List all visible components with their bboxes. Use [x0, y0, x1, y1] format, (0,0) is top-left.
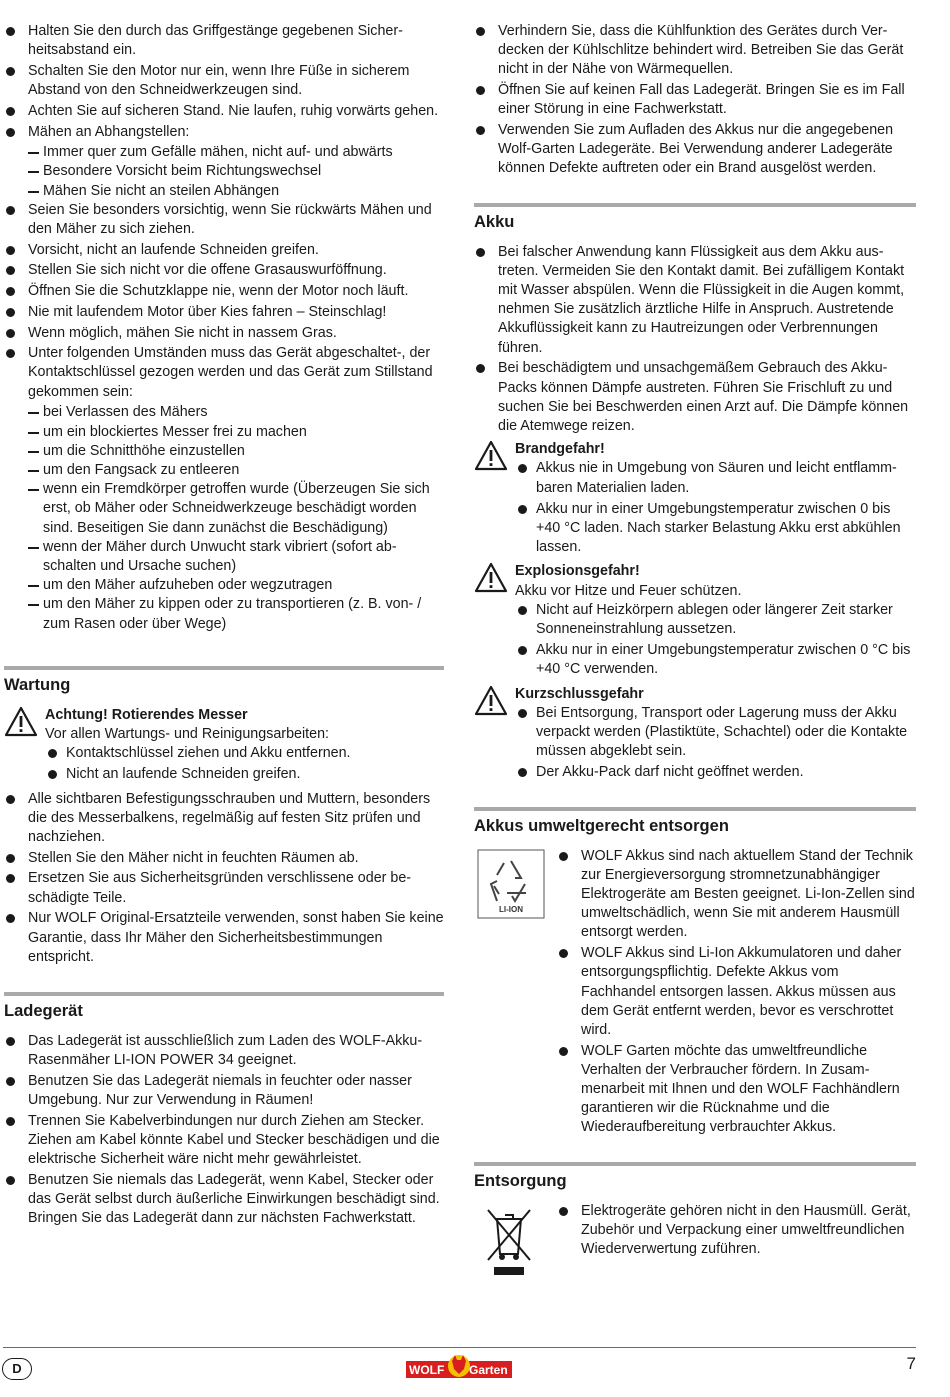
bullet-item: Nur WOLF Original-Ersatzteile verwenden, sonst haben Sie keine Garantie, dass Ihr Mäher den Sicherheitsbestimmungen entspricht. — [4, 909, 444, 967]
dash-item: bei Verlassen des Mähers — [4, 403, 444, 422]
bullet-item: Stellen Sie den Mäher nicht in feuchten Räumen ab. — [4, 849, 444, 868]
left-column — [4, 22, 444, 1230]
warning-text: Akku vor Hitze und Feuer schützen. — [515, 582, 742, 599]
country-code-badge: D — [2, 1358, 32, 1380]
safety-bullet: Unter folgenden Umständen muss das Gerät abgeschaltet-, der Kontaktschlüssel gezogen werden und das Gerät zum Stillstand gekommen sein: — [4, 344, 444, 402]
section-title: Wartung — [4, 675, 71, 694]
page-number: 7 — [906, 1354, 916, 1373]
svg-text:Garten: Garten — [469, 1363, 508, 1377]
safety-bullet: Seien Sie besonders vorsichtig, wenn Sie rückwärts Mähen und den Mäher zu sich ziehen. — [4, 201, 444, 239]
bullet-item: Alle sichtbaren Befestigungsschrauben und Muttern, besonders die des Messerbalkens, regelmäßig auf festen Sitz prüfen und nachziehen. — [4, 790, 444, 848]
safety-bullet: Vorsicht, nicht an laufende Schneiden greifen. — [4, 241, 444, 260]
safety-bullet: Wenn möglich, mähen Sie nicht in nassem Gras. — [4, 324, 444, 343]
warning-bullet: Kontaktschlüssel ziehen und Akku entfernen. — [45, 744, 444, 763]
dash-item: um ein blockiertes Messer frei zu machen — [4, 423, 444, 442]
bullet-item: Bei beschädigtem und unsachgemäßem Gebrauch des Akku-Packs können Dämpfe austreten. Führen Sie Frischluft zu und suchen Sie bei Beschwerden einen Arzt auf. Die Dämpfe können die Atemwege reizen. — [474, 359, 916, 436]
section-akkus-entsorgen — [474, 807, 916, 1138]
dash-item: Immer quer zum Gefälle mähen, nicht auf- und abwärts — [4, 143, 444, 162]
safety-bullet: Schalten Sie den Motor nur ein, wenn Ihre Füße in sicherem Abstand von den Schneidwerkzeugen sind. — [4, 62, 444, 100]
section-title: Ladegerät — [4, 1001, 83, 1020]
bullet-item: Trennen Sie Kabelverbindungen nur durch Ziehen am Stecker. Ziehen am Kabel könnte Kabel und Stecker beschädigen und die elektrische Sicherheit wäre nicht mehr gewährleistet. — [4, 1112, 444, 1170]
warning-block — [4, 706, 444, 785]
bullet-item: WOLF Akkus sind nach aktuellem Stand der Technik zur Energieversorgung stromnetzunabhängiger Elektrogeräte am Besten geeignet. Li-Ion-Zellen sind umweltschädlich, wenn Sie mit anderem Hausmüll entsorgt werden. — [557, 847, 916, 943]
warning-bullet: Der Akku-Pack darf nicht geöffnet werden. — [515, 763, 916, 782]
liion-label: LI-ION — [499, 904, 523, 914]
bullet-item: Ersetzen Sie aus Sicherheitsgründen verschlissene oder beschädigte Teile. — [4, 869, 444, 907]
crossed-bin-icon — [484, 1204, 534, 1284]
section-ladegeraet — [4, 992, 444, 1229]
safety-bullet: Stellen Sie sich nicht vor die offene Grasauswurföffnung. — [4, 261, 444, 280]
dash-item: wenn der Mäher durch Unwucht stark vibriert (sofort abschalten und Ursache suchen) — [4, 538, 444, 576]
dash-item: um den Fangsack zu entleeren — [4, 461, 444, 480]
warning-bullet: Nicht an laufende Schneiden greifen. — [45, 765, 444, 784]
bullet-item: Benutzen Sie niemals das Ladegerät, wenn Kabel, Stecker oder das Gerät selbst durch äußerliche Einwirkungen beschädigt sind. Bringen Sie das Ladegerät dann zur nächsten Fachwerkstatt. — [4, 1171, 444, 1229]
warning-bullet: Akku nur in einer Umgebungstemperatur zwischen 0 °C bis +40 °C verwenden. — [515, 641, 916, 679]
right-column — [474, 22, 916, 1282]
warning-block — [474, 440, 916, 557]
warning-block — [474, 562, 916, 679]
safety-bullet: Halten Sie den durch das Griffgestänge gegebenen Sicherheitsabstand ein. — [4, 22, 444, 60]
dash-item: Besondere Vorsicht beim Richtungswechsel — [4, 162, 444, 181]
section-title: Entsorgung — [474, 1171, 567, 1190]
warning-triangle-icon — [474, 685, 508, 716]
section-title: Akkus umweltgerecht entsorgen — [474, 816, 729, 835]
bullet-item: WOLF Garten möchte das umweltfreundliche Verhalten der Verbraucher fördern. In Zusammenarbeit mit Ihnen und den WOLF Fachhändlern garantieren wir die Rücknahme und die Wiederaufbereitung verbrauchter Akkus. — [557, 1042, 916, 1138]
warning-bullet: Akkus nie in Umgebung von Säuren und leicht entflammbaren Materialien laden. — [515, 459, 916, 497]
dash-item: Mähen Sie nicht an steilen Abhängen — [4, 182, 444, 201]
dash-item: um den Mäher aufzuheben oder wegzutragen — [4, 576, 444, 595]
entsorgung-body — [474, 1202, 916, 1282]
safety-bullet: Nie mit laufendem Motor über Kies fahren – Steinschlag! — [4, 303, 444, 322]
safety-bullet: Mähen an Abhangstellen: — [4, 123, 444, 142]
bullet-item: Benutzen Sie das Ladegerät niemals in feuchter oder nasser Umgebung. Nur zur Verwendung in Räumen! — [4, 1072, 444, 1110]
section-wartung — [4, 666, 444, 967]
warning-bullet: Akku nur in einer Umgebungstemperatur zwischen 0 bis +40 °C laden. Nach starker Belastung Akku erst abkühlen lassen. — [515, 500, 916, 558]
warning-text: Vor allen Wartungs- und Reinigungsarbeiten: — [45, 726, 329, 742]
bullet-item: Öffnen Sie auf keinen Fall das Ladegerät. Bringen Sie es im Fall einer Störung in eine Fachwerkstatt. — [474, 81, 916, 119]
warning-title: Achtung! Rotierendes Messer — [45, 706, 248, 723]
dash-item: um den Mäher zu kippen oder zu transportieren (z. B. von- / zum Rasen oder über Wege) — [4, 595, 444, 633]
section-title: Akku — [474, 212, 515, 231]
safety-bullet: Achten Sie auf sicheren Stand. Nie laufen, ruhig vorwärts gehen. — [4, 102, 444, 121]
warning-block — [474, 685, 916, 783]
section-entsorgung — [474, 1162, 916, 1282]
warning-triangle-icon — [474, 562, 508, 593]
bullet-item: Elektrogeräte gehören nicht in den Hausmüll. Gerät, Zubehör und Verpackung einer umweltfreundlichen Wiederverwertung zuführen. — [557, 1202, 916, 1260]
safety-bullet: Öffnen Sie die Schutzklappe nie, wenn der Motor noch läuft. — [4, 282, 444, 301]
warning-triangle-icon — [4, 706, 38, 737]
bullet-item: Bei falscher Anwendung kann Flüssigkeit aus dem Akku austreten. Vermeiden Sie den Kontakt damit. Bei zufälligem Kontakt mit Wasser abspülen. Wenn die Flüssigkeit in die Augen kommt, nehmen Sie zusätzlich ärztliche Hilfe in Anspruch. Austretende Akkuflüssigkeit kann zu Hautreizungen oder Verbrennungen führen. — [474, 243, 916, 358]
footer-divider — [3, 1347, 916, 1348]
akkus-entsorgen-body — [474, 847, 916, 1138]
dash-item: um die Schnitthöhe einzustellen — [4, 442, 444, 461]
svg-text:WOLF: WOLF — [409, 1363, 445, 1377]
section-akku — [474, 203, 916, 783]
warning-bullet: Nicht auf Heizkörpern ablegen oder längerer Zeit starker Sonneneinstrahlung aussetzen. — [515, 601, 916, 639]
dash-item: wenn ein Fremdkörper getroffen wurde (Überzeugen Sie sich erst, ob Mäher oder Schneidwerkzeuge beschädigt worden sind. Beseitigen Sie dann zunächst die Beschädigung) — [4, 480, 444, 538]
warning-title: Explosionsgefahr! — [515, 563, 640, 580]
bullet-item: Verwenden Sie zum Aufladen des Akkus nur die angegebenen Wolf-Garten Ladegeräte. Bei Verwendung anderer Ladegeräte können Defekte auftreten oder ein Brand ausgelöst werden. — [474, 121, 916, 179]
wolf-garten-logo — [406, 1352, 512, 1382]
warning-bullet: Bei Entsorgung, Transport oder Lagerung muss der Akku verpackt werden (Plastiktüte, Schachtel) oder die Kontakte müssen abgeklebt sein. — [515, 704, 916, 762]
warning-title: Brandgefahr! — [515, 441, 605, 458]
bullet-item: WOLF Akkus sind Li-Ion Akkumulatoren und daher entsorgungspflichtig. Defekte Akkus vom Fachhandel entsorgen lassen. Akkus müssen aus dem Gerät entfernt werden, bevor es verschrottet wird. — [557, 944, 916, 1040]
warning-title: Kurzschlussgefahr — [515, 685, 644, 702]
warning-triangle-icon — [474, 440, 508, 471]
recycling-liion-icon — [477, 849, 545, 925]
bullet-item: Verhindern Sie, dass die Kühlfunktion des Gerätes durch Verdecken der Kühlschlitze behindert wird. Betreiben Sie das Gerät nicht in der Nähe von Wärmequellen. — [474, 22, 916, 80]
bullet-item: Das Ladegerät ist ausschließlich zum Laden des WOLF-Akku-Rasenmäher LI-ION POWER 34 geeignet. — [4, 1032, 444, 1070]
